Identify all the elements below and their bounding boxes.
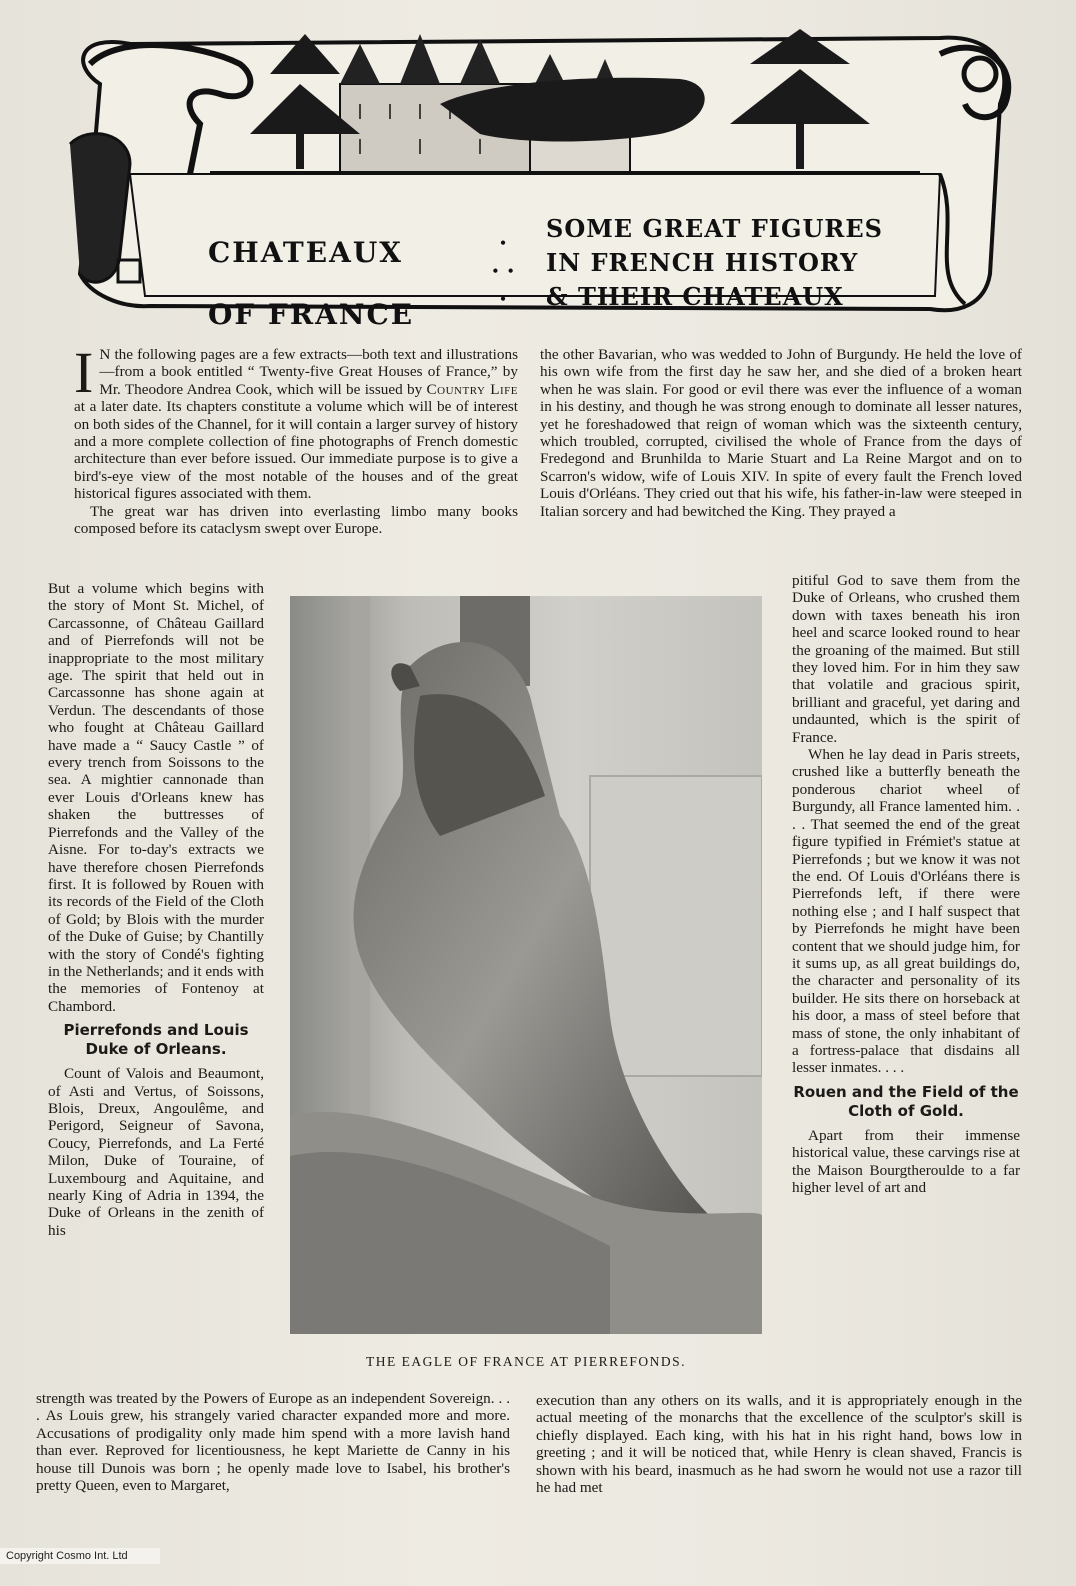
country-life-name: Country Life <box>426 380 518 398</box>
left-bottom-text <box>36 1390 510 1494</box>
title-right-line-3: & THEIR CHATEAUX <box>546 282 844 311</box>
banner-title-left <box>208 222 448 346</box>
drop-cap: I <box>74 340 94 405</box>
header-banner <box>60 24 1020 331</box>
right-narrow-column <box>792 572 1020 1196</box>
title-left-line-2: OF FRANCE <box>208 298 415 331</box>
right-bottom-text <box>536 1392 1022 1496</box>
paragraph-louis-grew: strength was treated by the Powers of Europe as an independent Sovereign. . . . As Louis grew, his strangely varied character expanded more and more. Accusations of prodigality only made him spend with a more lavish hand than ever. Reproved for licentiousness, he kept Mariette de Canny in his house till Dunois was born ; he openly made love to Isabel, his brother's pretty Queen, even to Margaret, <box>36 1390 510 1495</box>
paragraph-pitiful-god: pitiful God to save them from the Duke of Orleans, who crushed them down with taxes beneath his iron heel and scarce looked round to hear the groaning of the maimed. But still they loved him. For in him they saw that volatile and gracious spirit, brilliant and graceful, yet daring and undaunted, which is the spirit of France. <box>792 572 1020 746</box>
copyright-watermark: Copyright Cosmo Int. Ltd <box>0 1548 160 1564</box>
paragraph-count-of-valois: Count of Valois and Beaumont, of Asti and Vertus, of Soissons, Blois, Dreux, Angoulême, and Perigord, Seigneur of Savona, Coucy, Pierrefonds, and La Ferté Milon, Duke of Touraine, of Luxembourg and Aquitaine, and nearly King of Adria in 1394, the Duke of Orleans in the zenith of his <box>48 1065 264 1239</box>
paragraph-war: The great war has driven into everlasting limbo many books composed before its cataclysm swept over Europe. <box>74 502 518 538</box>
intro-paragraph <box>74 340 518 503</box>
title-right-line-1: SOME GREAT FIGURES <box>546 214 883 243</box>
paragraph-lay-dead: When he lay dead in Paris streets, crushed like a butterfly beneath the ponderous chariot wheel of Burgundy, all France lamented him. . . . That seemed the end of the great figure typified in Frémiet's statue at Pierrefonds ; but we know it was not the end. Of Louis d'Orléans there is Pierrefonds left, if there were nothing else ; and I half suspect that by Pierrefonds he might have been content that we should judge him, for it sums up, as all great buildings do, the character and personality of its builder. He sits there on horseback at his door, a mass of steel before that mass of stone, the only inhabitant of a fortress-palace that disdains all lesser inmates. . . . <box>792 746 1020 1077</box>
right-top-column <box>540 346 1022 520</box>
paragraph-volume: But a volume which begins with the story of Mont St. Michel, of Carcassonne, of Château Gaillard and of Pierrefonds will not be inappropriate to the most military age. The spirit that held out in Carcassonne has shone again at Verdun. The descendants of those who fought at Château Gaillard have made a “ Saucy Castle ” of every trench from Soissons to the sea. A mightier cannonade than ever Louis d'Orleans knew has shaken the buttresses of Pierrefonds and the Valley of the Aisne. For to-day's extracts we have therefore chosen Pierrefonds first. It is followed by Rouen with its records of the Field of the Cloth of Gold; by Blois with the murder of the Duke of Guise; by Chantilly with the story of Condé's fighting in the Netherlands; and it ends with the memories of Fontenoy at Chambord. <box>48 580 264 1015</box>
intro-column <box>74 340 518 538</box>
eagle-photograph <box>290 596 762 1334</box>
title-right-line-2: IN FRENCH HISTORY <box>546 248 859 277</box>
paragraph-bavarian: the other Bavarian, who was wedded to John of Burgundy. He held the love of his own wife from the first day he saw her, and she died of a broken heart when he was slain. For good or evil there was ever the influence of a woman in his destiny, and though he was strong enough to dominate all lesser natures, yet he foreshadowed that reign of woman which was the sixteenth century, which troubled, corrupted, civilised the whole of France from the days of Fredegond and Brunhilda to Marie Stuart and La Reine Margot and on to Scarron's widow, wife of Louis XIV. In spite of every fault the French loved Louis d'Orléans. They cried out that his wife, his father-in-law were steeped in Italian sorcery and had bewitched the King. They prayed a <box>540 346 1022 520</box>
ornament-dots: • • • • <box>492 233 514 309</box>
intro-text: N the following pages are a few extracts—both text and illustrations—from a book entitled “ Twenty-five Great Houses of France,” by Mr. Theodore Andrea Cook, which will be issued by <box>99 346 518 398</box>
paragraph-execution: execution than any others on its walls, and it is appropriately enough in the actual meeting of the monarchs that the excellence of the sculptor's skill is chiefly displayed. Each king, with his hat in his right hand, bows low in greeting ; and it will be noticed that, while Henry is clean shaved, Francis is shown with his beard, inasmuch as he had sworn he would not use a razor till he had met <box>536 1392 1022 1497</box>
left-narrow-column <box>48 580 264 1239</box>
subhead-rouen: Rouen and the Field of the Cloth of Gold. <box>793 1082 1019 1120</box>
title-left-line-1: CHATEAUX <box>208 236 403 269</box>
eagle-statue-image <box>290 596 762 1334</box>
intro-text-tail: at a later date. Its chapters constitute a volume which will be of interest on both sides of the Channel, for it will contain a larger survey of history and a more complete collection of fine photographs of French domestic architecture than ever before issued. Our immediate purpose is to give a bird's-eye view of the most notable of the houses and of the great historical figures associated with them. <box>74 398 518 503</box>
paragraph-carvings: Apart from their immense historical value, these carvings rise at the Maison Bourgtheroulde to a far higher level of art and <box>792 1126 1020 1196</box>
subhead-pierrefonds: Pierrefonds and Louis Duke of Orleans. <box>63 1021 249 1059</box>
photo-caption: THE EAGLE OF FRANCE AT PIERREFONDS. <box>365 1354 687 1369</box>
banner-title-right <box>546 212 926 314</box>
